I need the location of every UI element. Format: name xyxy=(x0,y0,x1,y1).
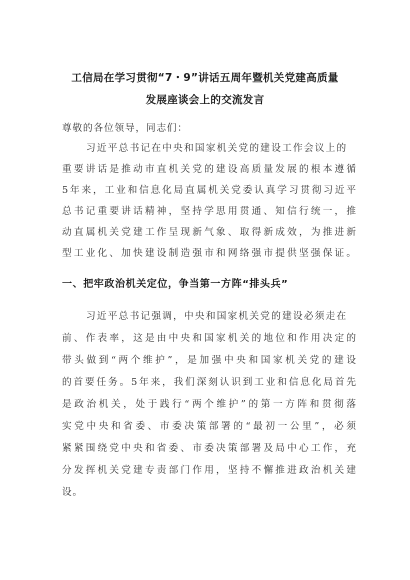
section-heading: 一、把牢政治机关定位，争当第一方阵“排头兵” xyxy=(62,279,289,290)
document-title-line-2: 发展座谈会上的交流发言 xyxy=(145,94,265,106)
paragraph-2-line: 设。 xyxy=(62,487,83,498)
document-title-line-1: 工信局在学习贯彻“7・9”讲话五周年暨机关党建高质量 xyxy=(71,72,339,84)
paragraph-1-line: 总书记重要讲话精神，坚持学思用贯通、知信行统一，推 xyxy=(62,206,356,217)
paragraph-2-line: 紧紧围绕党中央和省委、市委决策部署及局中心工作，充 xyxy=(62,443,356,454)
paragraph-1-line: 重要讲话是推动市直机关党的建设高质量发展的根本遵循 xyxy=(62,164,356,175)
paragraph-2-line: 实党中央和省委、市委决策部署的“最初一公里”，必须 xyxy=(62,421,356,432)
paragraph-2-line: 分发挥机关党建专责部门作用，坚持不懈推进政治机关建 xyxy=(62,465,356,476)
paragraph-2-line: 是政治机关，处于践行“两个维护”的第一方阵和贯彻落 xyxy=(62,399,356,410)
paragraph-2-line: 带头做到“两个维护”，是加强中央和国家机关党的建设 xyxy=(62,355,356,366)
paragraph-2-line: 的首要任务。5年来，我们深刻认识到工业和信息化局首先 xyxy=(62,377,356,388)
salutation: 尊敬的各位领导，同志们： xyxy=(62,123,188,134)
paragraph-2-line: 习近平总书记强调，中央和国家机关党的建设必须走在 xyxy=(86,311,348,322)
paragraph-2-line: 前、作表率，这是由中央和国家机关的地位和作用决定的 xyxy=(62,333,356,344)
paragraph-1-line: 动直属机关党建工作呈现新气象、取得新成效，为推进新 xyxy=(62,227,356,238)
paragraph-1-line: 型工业化、加快建设制造强市和网络强市提供坚强保证。 xyxy=(62,248,356,259)
paragraph-1-line: 5年来，工业和信息化局直属机关党委认真学习贯彻习近平 xyxy=(62,185,356,196)
paragraph-1-line: 习近平总书记在中央和国家机关党的建设工作会议上的 xyxy=(86,143,348,154)
